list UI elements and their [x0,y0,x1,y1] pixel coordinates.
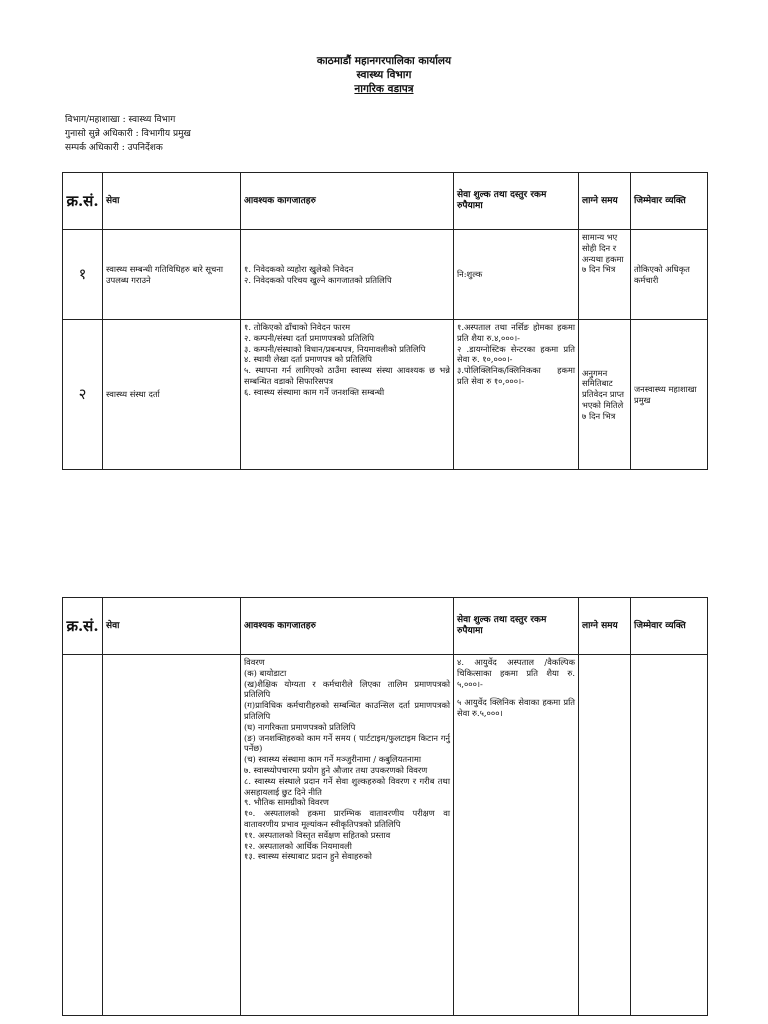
col-time: लाग्ने समय [579,598,631,655]
page-header [0,54,768,96]
fee-item: ५ आयुर्वेद क्लिनिक सेवाका हकमा प्रति सेवा रु.५,०००। [457,697,575,719]
col-documents: आवश्यक कागजातहरु [241,598,454,655]
row-fee [454,230,579,320]
col-documents: आवश्यक कागजातहरु [241,173,454,230]
col-responsible: जिम्मेवार व्यक्ति [631,598,708,655]
doc-item: (ख)शैक्षिक योग्यता र कर्मचारीले लिएका तालिम प्रमाणपत्रको प्रतिलिपि [244,678,450,700]
grievance-officer-line: गुनासो सुन्ने अधिकारी : विभागीय प्रमुख [65,129,191,139]
row-documents [241,655,454,1016]
doc-item: १२. अस्पतालको आर्थिक नियमावली [244,840,352,851]
table-header-row [63,598,708,655]
row-serial [63,655,103,1016]
row-time [579,655,631,1016]
doc-item: २. कम्पनी/संस्था दर्ता प्रमाणपत्रको प्रतिलिपि [244,332,375,343]
row-documents [241,230,454,320]
row-service [103,655,241,1016]
table-row [63,230,708,320]
doc-item: ११. अस्पतालको विस्तृत सर्वेक्षण सहितको प्रस्ताव [244,829,391,840]
fee-item: ४. आयुर्वेद अस्पताल /वैकल्पिक चिकित्साका हकमा प्रति शैया रु. ५,०००।- [457,657,575,689]
col-serial: क्र.सं. [63,598,103,655]
doc-item: २. निवेदकको परिचय खुल्ने कागजातको प्रतिलिपि [244,274,392,285]
doc-item: ५. स्थापना गर्न लागिएको ठाउँमा स्वास्थ्य संस्था आवश्यक छ भन्ने सम्बन्धित वडाको सिफारिसपत्र [244,365,450,386]
row-fee [454,655,579,1016]
doc-item: ८. स्वास्थ्य संस्थाले प्रदान गर्ने सेवा शुल्कहरुको विवरण र गरीब तथा असहायलाई छुट दिने नीति [244,775,450,797]
charter-table [62,172,708,470]
fee-item: नि:शुल्क [457,269,483,280]
col-time: लाग्ने समय [579,173,631,230]
fee-item: ३.पोलिक्लिनिक/क्लिनिकका हकमा प्रति सेवा रु १०,०००।- [457,365,575,386]
meta-info [65,113,191,155]
doc-item: ९. भौतिक सामग्रीको विवरण [244,797,329,808]
row-serial: १ [63,230,103,320]
row-service: स्वास्थ्य संस्था दर्ता [103,320,241,470]
row-fee [454,320,579,470]
contact-officer-line: सम्पर्क अधिकारी : उपनिर्देशक [65,143,163,153]
office-name: काठमाडौं महानगरपालिका कार्यालय [316,55,452,67]
col-serial: क्र.सं. [63,173,103,230]
col-service: सेवा [103,173,241,230]
doc-item: ६. स्वास्थ्य संस्थामा काम गर्ने जनशक्ति सम्बन्धी [244,386,385,397]
row-time: सामान्य भए सोही दिन र अन्यथा हकमा ७ दिन भित्र [579,230,631,320]
doc-item: (ग)प्राविधिक कर्मचारीहरुको सम्बन्धित काउन्सिल दर्ता प्रमाणपत्रको प्रतिलिपि [244,700,450,721]
row-responsible: तोकिएको अधिकृत कर्मचारी [631,230,708,320]
row-documents [241,320,454,470]
row-service: स्वास्थ्य सम्बन्धी गतिविधिहरु बारे सूचना उपलब्ध गराउने [103,230,241,320]
col-responsible: जिम्मेवार व्यक्ति [631,173,708,230]
row-serial: २ [63,320,103,470]
charter-table-continued [62,597,708,1016]
col-service: सेवा [103,598,241,655]
doc-item: १. निवेदकको व्यहोरा खुलेको निवेदन [244,263,354,274]
doc-item: (च) स्वास्थ्य संस्थामा काम गर्ने मञ्जुरीनामा / कबुलियतनामा [244,754,422,765]
col-fee: सेवा शुल्क तथा दस्तुर रकम रुपैयामा [454,598,579,655]
row-responsible [631,655,708,1016]
doc-item: ३. कम्पनी/संस्थाको विधान/प्रबन्धपत्र, नियमावलीको प्रतिलिपि [244,343,426,354]
row-time: अनुगमन समितिबाट प्रतिवेदन प्राप्त भएको मितिले ७ दिन भित्र [579,320,631,470]
doc-item: १. तोकिएको ढाँचाको निवेदन फारम [244,322,351,332]
doc-item: ७. स्वास्थ्योपचारमा प्रयोग हुने औजार तथा उपकरणको विवरण [244,764,428,775]
table-row [63,655,708,1016]
fee-item: २ .डायग्नोस्टिक सेन्टरका हकमा प्रति सेवा रु. १०,०००।- [457,343,575,365]
doc-item: ४. स्थायी लेखा दर्ता प्रमाणपत्र को प्रतिलिपि [244,354,372,365]
row-responsible: जनस्वास्थ्य महाशाखा प्रमुख [631,320,708,470]
doc-item: (क) बायोडाटा [244,667,287,678]
fee-item: १.अस्पताल तथा नर्सिङ होमका हकमा प्रति शैया रु.४,०००।- [457,322,575,343]
doc-item: १३. स्वास्थ्य संस्थाबाट प्रदान हुने सेवाहरुको [244,851,372,862]
table-header-row [63,173,708,230]
doc-item: १०. अस्पतालको हकमा प्रारम्भिक वातावरणीय परीक्षण वा वातावरणीय प्रभाव मूल्यांकन स्वीकृतिपत्रको प्रतिलिपि [244,808,450,829]
division-line: विभाग/महाशाखा : स्वास्थ्य विभाग [65,115,176,125]
doc-item: (ङ) जनशक्तिहरुको काम गर्ने समय ( पार्टटाइम/फुलटाइम किटान गर्नु पर्नेछ) [244,732,450,754]
department-name: स्वास्थ्य विभाग [356,69,412,81]
col-fee: सेवा शुल्क तथा दस्तुर रकम रुपैयामा [454,173,579,230]
doc-item: विवरण [244,657,265,667]
table-row [63,320,708,470]
document-title: नागरिक वडापत्र [354,83,414,95]
doc-item: (घ) नागरिकता प्रमाणपत्रको प्रतिलिपि [244,721,356,732]
